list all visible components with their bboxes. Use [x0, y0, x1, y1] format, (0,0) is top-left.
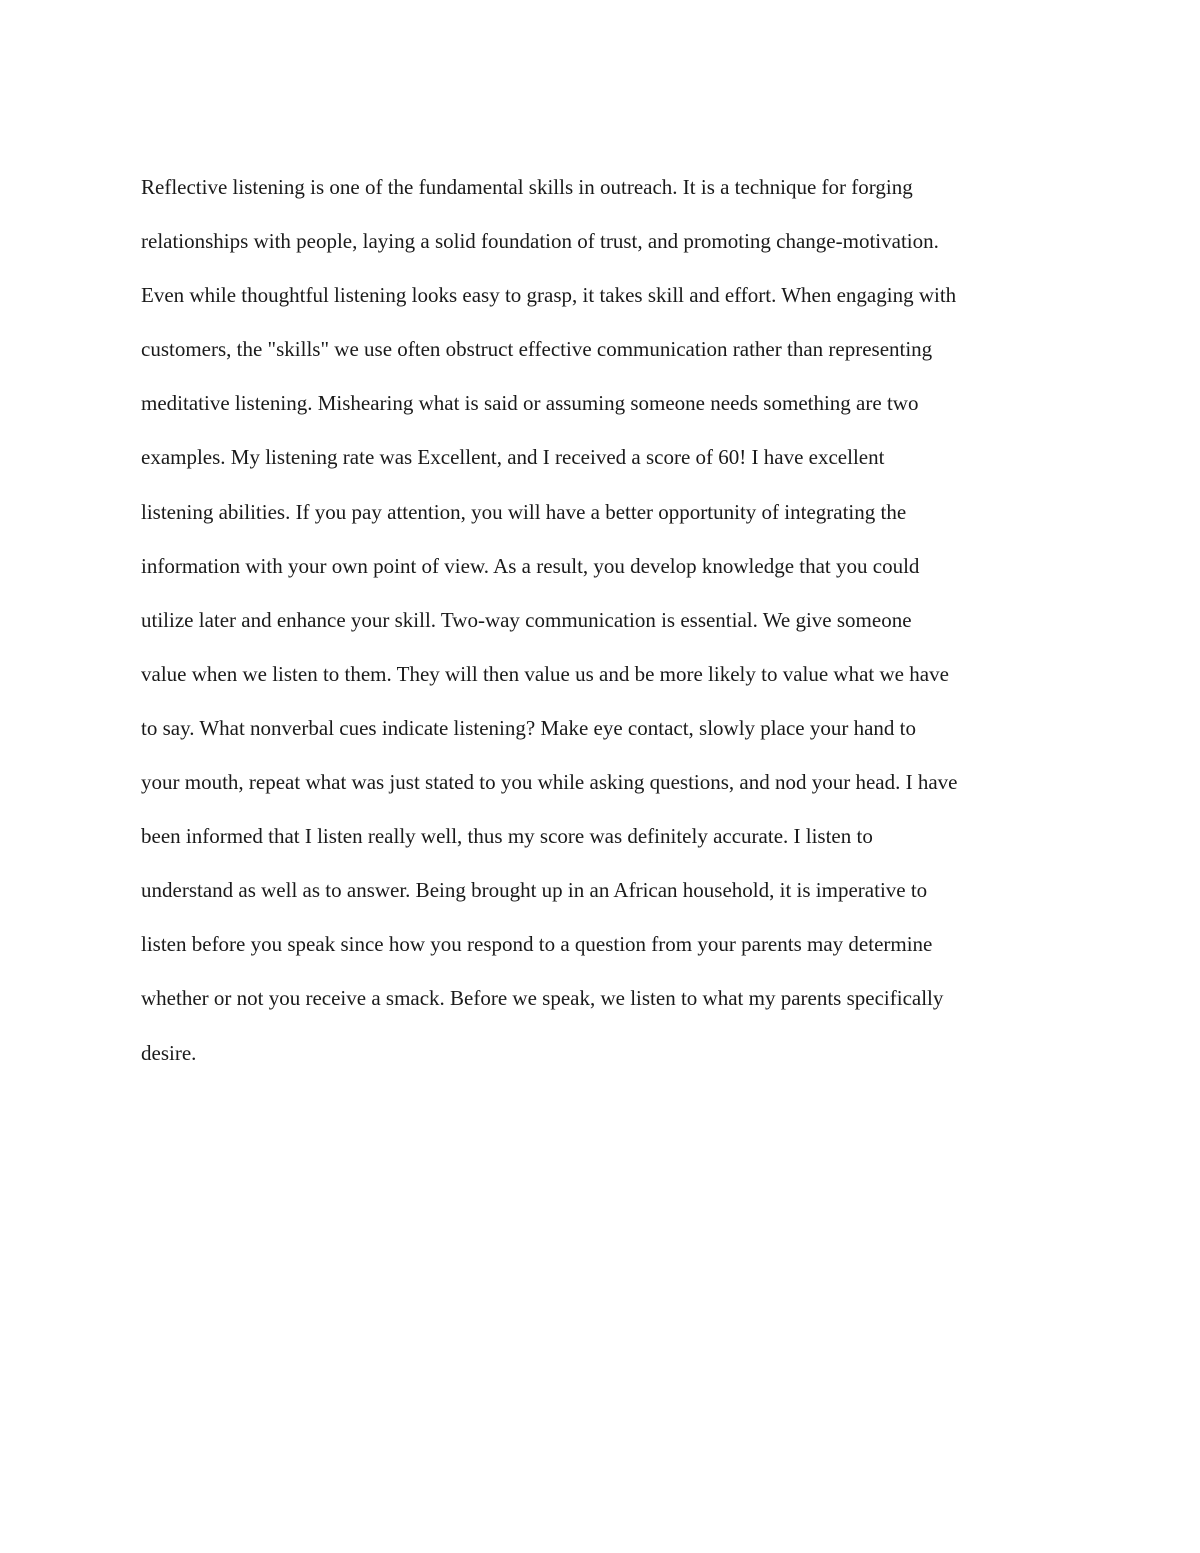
- paragraph-line: desire.: [141, 1040, 197, 1065]
- paragraph-line: to say. What nonverbal cues indicate listening? Make eye contact, slowly place your hand to: [141, 715, 917, 740]
- paragraph-line: whether or not you receive a smack. Before we speak, we listen to what my parents specifically: [141, 986, 944, 1011]
- paragraph-line: understand as well as to answer. Being brought up in an African household, it is imperative to: [141, 878, 928, 903]
- paragraph-line: listening abilities. If you pay attention, you will have a better opportunity of integrating the: [141, 499, 907, 524]
- paragraph-line: information with your own point of view. As a result, you develop knowledge that you could: [141, 553, 920, 578]
- paragraph-line: value when we listen to them. They will then value us and be more likely to value what we have: [141, 661, 949, 686]
- paragraph-line: customers, the "skills" we use often obstruct effective communication rather than representing: [141, 337, 933, 362]
- paragraph-line: Even while thoughtful listening looks easy to grasp, it takes skill and effort. When engaging with: [141, 283, 957, 308]
- paragraph-line: utilize later and enhance your skill. Two-way communication is essential. We give someone: [141, 607, 912, 632]
- paragraph-line: Reflective listening is one of the fundamental skills in outreach. It is a technique for forging: [141, 175, 913, 199]
- paragraph-line: relationships with people, laying a solid foundation of trust, and promoting change-motivation.: [141, 229, 939, 254]
- paragraph-line: meditative listening. Mishearing what is said or assuming someone needs something are two: [141, 391, 919, 416]
- body-paragraph: [141, 160, 1081, 1080]
- paragraph-line: examples. My listening rate was Excellent, and I received a score of 60! I have excellent: [141, 445, 885, 470]
- paragraph-line: listen before you speak since how you respond to a question from your parents may determine: [141, 932, 933, 957]
- paragraph-line: your mouth, repeat what was just stated to you while asking questions, and nod your head. I have: [141, 770, 958, 795]
- paragraph-line: been informed that I listen really well, thus my score was definitely accurate. I listen to: [141, 824, 873, 849]
